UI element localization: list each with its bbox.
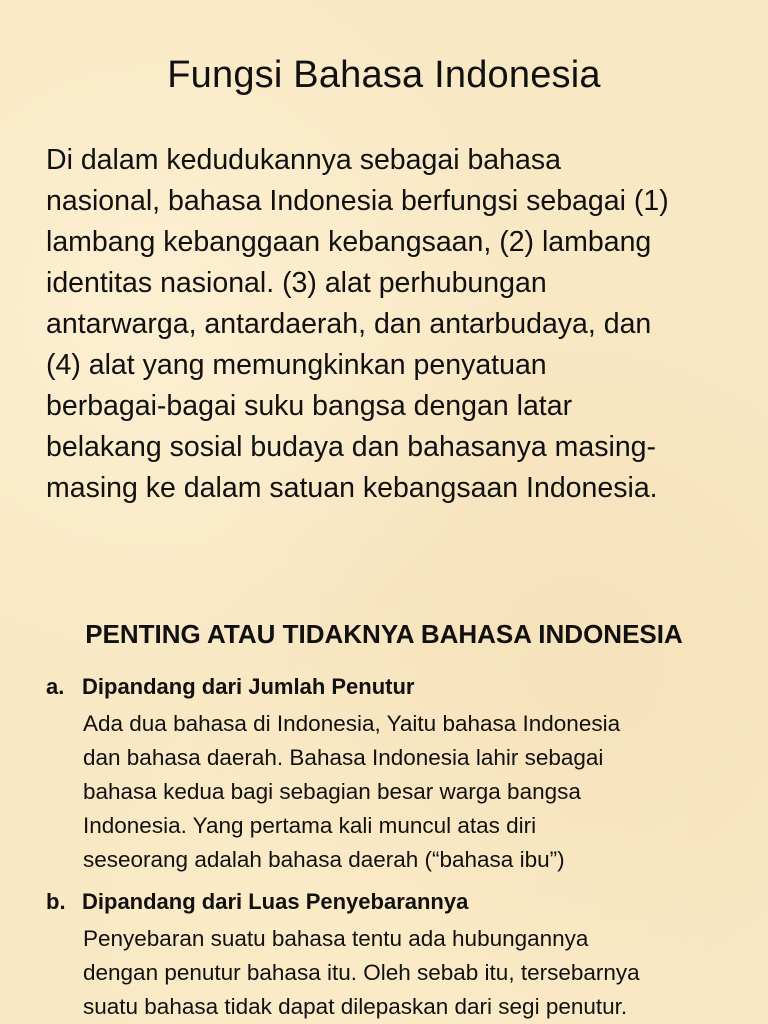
- body-line: Ada dua bahasa di Indonesia, Yaitu bahasa Indonesia: [83, 711, 621, 736]
- body-line: Indonesia. Yang pertama kali muncul atas diri: [83, 813, 537, 838]
- list-item-a: [46, 671, 746, 877]
- list-item-body: [83, 922, 746, 1024]
- section-heading: PENTING ATAU TIDAKNYA BAHASA INDONESIA: [85, 619, 683, 649]
- body-line: bahasa kedua bagi sebagian besar warga bangsa: [83, 779, 581, 804]
- list-item-label: Dipandang dari Jumlah Penutur: [82, 674, 415, 699]
- intro-line: lambang kebanggaan kebangsaan, (2) lambang: [46, 226, 652, 258]
- list-marker: b.: [46, 889, 66, 914]
- list-item-heading: [46, 886, 746, 918]
- intro-line: identitas nasional. (3) alat perhubungan: [46, 267, 547, 299]
- body-line: suatu bahasa tidak dapat dilepaskan dari segi penutur.: [83, 994, 628, 1019]
- body-line: dan bahasa daerah. Bahasa Indonesia lahir sebagai: [83, 745, 604, 770]
- list-item-body: [83, 707, 746, 877]
- body-line: Penyebaran suatu bahasa tentu ada hubungannya: [83, 926, 589, 951]
- intro-line: antarwarga, antardaerah, dan antarbudaya, dan: [46, 308, 652, 340]
- intro-line: (4) alat yang memungkinkan penyatuan: [46, 349, 547, 381]
- slide-title: Fungsi Bahasa Indonesia: [167, 54, 601, 96]
- list-item-label: Dipandang dari Luas Penyebarannya: [82, 889, 469, 914]
- list-item-b: [46, 886, 746, 1024]
- intro-line: berbagai-bagai suku bangsa dengan latar: [46, 390, 573, 422]
- intro-line: Di dalam kedudukannya sebagai bahasa: [46, 144, 561, 176]
- intro-line: nasional, bahasa Indonesia berfungsi sebagai (1): [46, 185, 669, 217]
- body-line: dengan penutur bahasa itu. Oleh sebab itu, tersebarnya: [83, 960, 640, 985]
- intro-line: masing ke dalam satuan kebangsaan Indonesia.: [46, 472, 658, 504]
- list-item-heading: [46, 671, 746, 703]
- intro-line: belakang sosial budaya dan bahasanya masing-: [46, 431, 657, 463]
- intro-paragraph: [46, 140, 736, 509]
- body-line: seseorang adalah bahasa daerah (“bahasa ibu”): [83, 847, 565, 872]
- list-marker: a.: [46, 674, 65, 699]
